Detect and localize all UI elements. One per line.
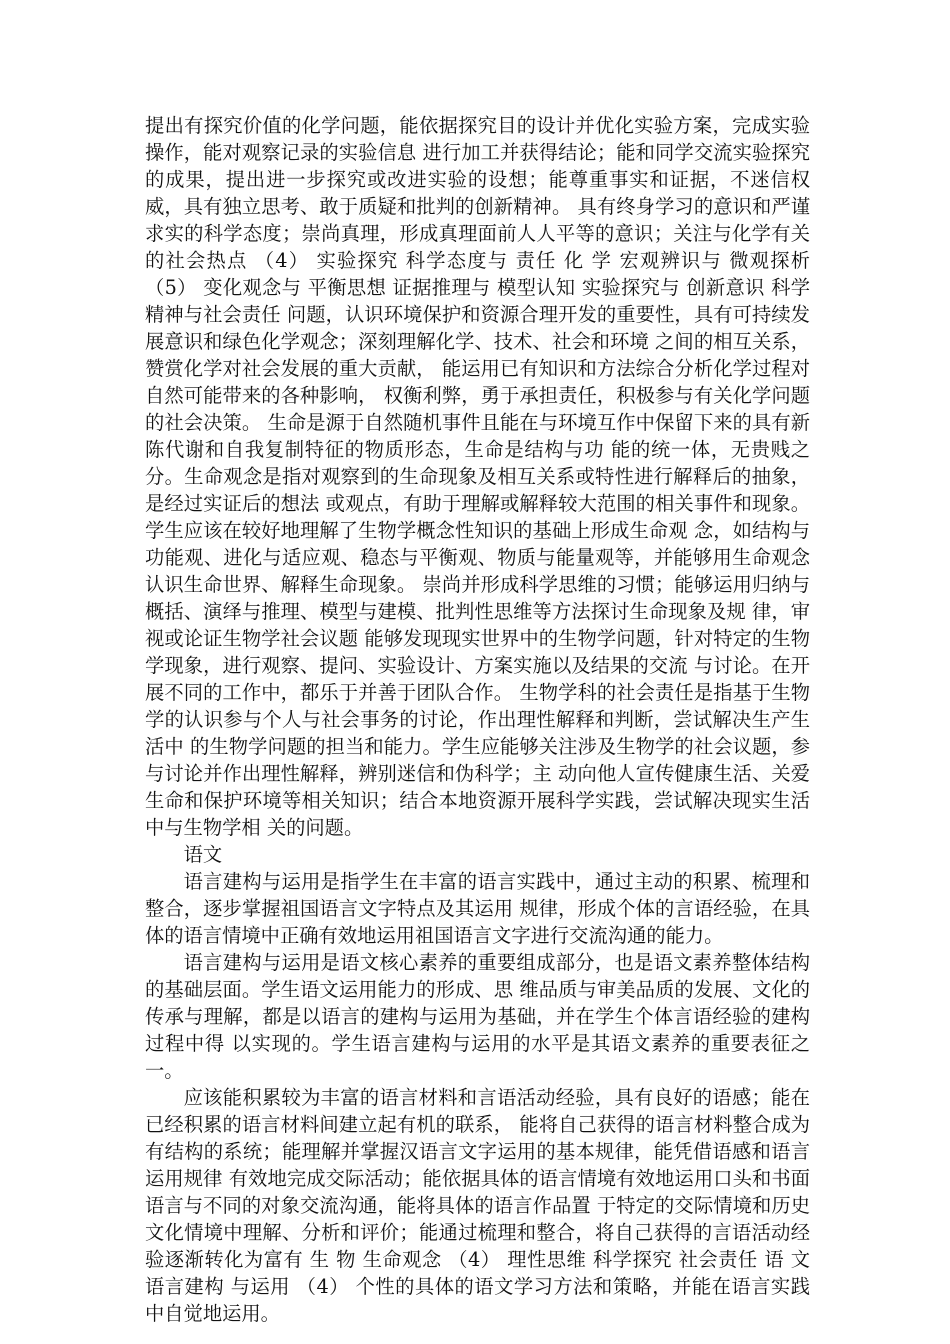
paragraph-chemistry-biology: 提出有探究价值的化学问题，能依据探究目的设计并优化实验方案，完成实验操作，能对观察记录的实验信息 进行加工并获得结论；能和同学交流实验探究的成果，提出进一步探究或改进实验的设想；能尊重事实和证据，不迷信权 威，具有独立思考、敢于质疑和批判的创新精神。 具有终身学习的意识和严谨求实的科学态度；崇尚真理，形成真理面前人人平等的意识；关注与化学有关的社会热点 （4） 实验探究 科学态度与 责任 化 学 宏观辨识与 微观探析 （5） 变化观念与 平衡思想 证据推理与 模型认知 实验探究与 创新意识 科学精神与社会责任 问题，认识环境保护和资源合理开发的重要性，具有可持续发展意识和绿色化学观念；深刻理解化学、技术、社会和环境 之间的相互关系， 赞赏化学对社会发展的重大贡献， 能运用已有知识和方法综合分析化学过程对自然可能带来的各种影响， 权衡利弊，勇于承担责任，积极参与有关化学问题的社会决策。 生命是源于自然随机事件且能在与环境互作中保留下来的具有新陈代谢和自我复制特征的物质形态，生命是结构与功 能的统一体，无贵贱之分。生命观念是指对观察到的生命现象及相互关系或特性进行解释后的抽象，是经过实证后的想法 或观点，有助于理解或解释较大范围的相关事件和现象。学生应该在较好地理解了生物学概念性知识的基础上形成生命观 念，如结构与功能观、进化与适应观、稳态与平衡观、物质与能量观等，并能够用生命观念认识生命世界、解释生命现象。 崇尚并形成科学思维的习惯；能够运用归纳与概括、演绎与推理、模型与建模、批判性思维等方法探讨生命现象及规 律，审视或论证生物学社会议题 能够发现现实世界中的生物学问题，针对特定的生物学现象，进行观察、提问、实验设计、方案实施以及结果的交流 与讨论。在开展不同的工作中，都乐于并善于团队合作。 生物学科的社会责任是指基于生物学的认识参与个人与社会事务的讨论，作出理性解释和判断，尝试解决生产生活中 的生物学问题的担当和能力。学生应能够关注涉及生物学的社会议题，参与讨论并作出理性解释，辨别迷信和伪科学；主 动向他人宣传健康生活、关爱生命和保护环境等相关知识；结合本地资源开展科学实践，尝试解决现实生活中与生物学相 关的问题。 (145, 114, 810, 839)
paragraph-language-abilities: 应该能积累较为丰富的语言材料和言语活动经验，具有良好的语感；能在已经积累的语言材料间建立起有机的联系， 能将自己获得的语言材料整合成为有结构的系统；能理解并掌握汉语言文字运用的基本规律，能凭借语感和语言运用规律 有效地完成交际活动；能依据具体的语言情境有效地运用口头和书面语言与不同的对象交流沟通，能将具体的语言作品置 于特定的交际情境和历史文化情境中理解、分析和评价；能通过梳理和整合，将自己获得的言语活动经验逐渐转化为富有 生 物 生命观念 （4） 理性思维 科学探究 社会责任 语 文 语言建构 与运用 （4） 个性的具体的语文学习方法和策略，并能在语言实践中自觉地运用。 (145, 1086, 810, 1325)
document-body (145, 112, 810, 1327)
paragraph-language-importance: 语言建构与运用是语文核心素养的重要组成部分，也是语文素养整体结构的基础层面。学生语文运用能力的形成、思 维品质与审美品质的发展、文化的传承与理解，都是以语言的建构与运用为基础，并在学生个体言语经验的建构过程中得 以实现的。学生语言建构与运用的水平是其语文素养的重要表征之一。 (145, 951, 810, 1082)
paragraph-language-definition: 语言建构与运用是指学生在丰富的语言实践中，通过主动的积累、梳理和整合，逐步掌握祖国语言文字特点及其运用 规律，形成个体的言语经验，在具体的语言情境中正确有效地运用祖国语言文字进行交流沟通的能力。 (145, 870, 810, 947)
section-heading-chinese: 语文 (183, 843, 223, 866)
